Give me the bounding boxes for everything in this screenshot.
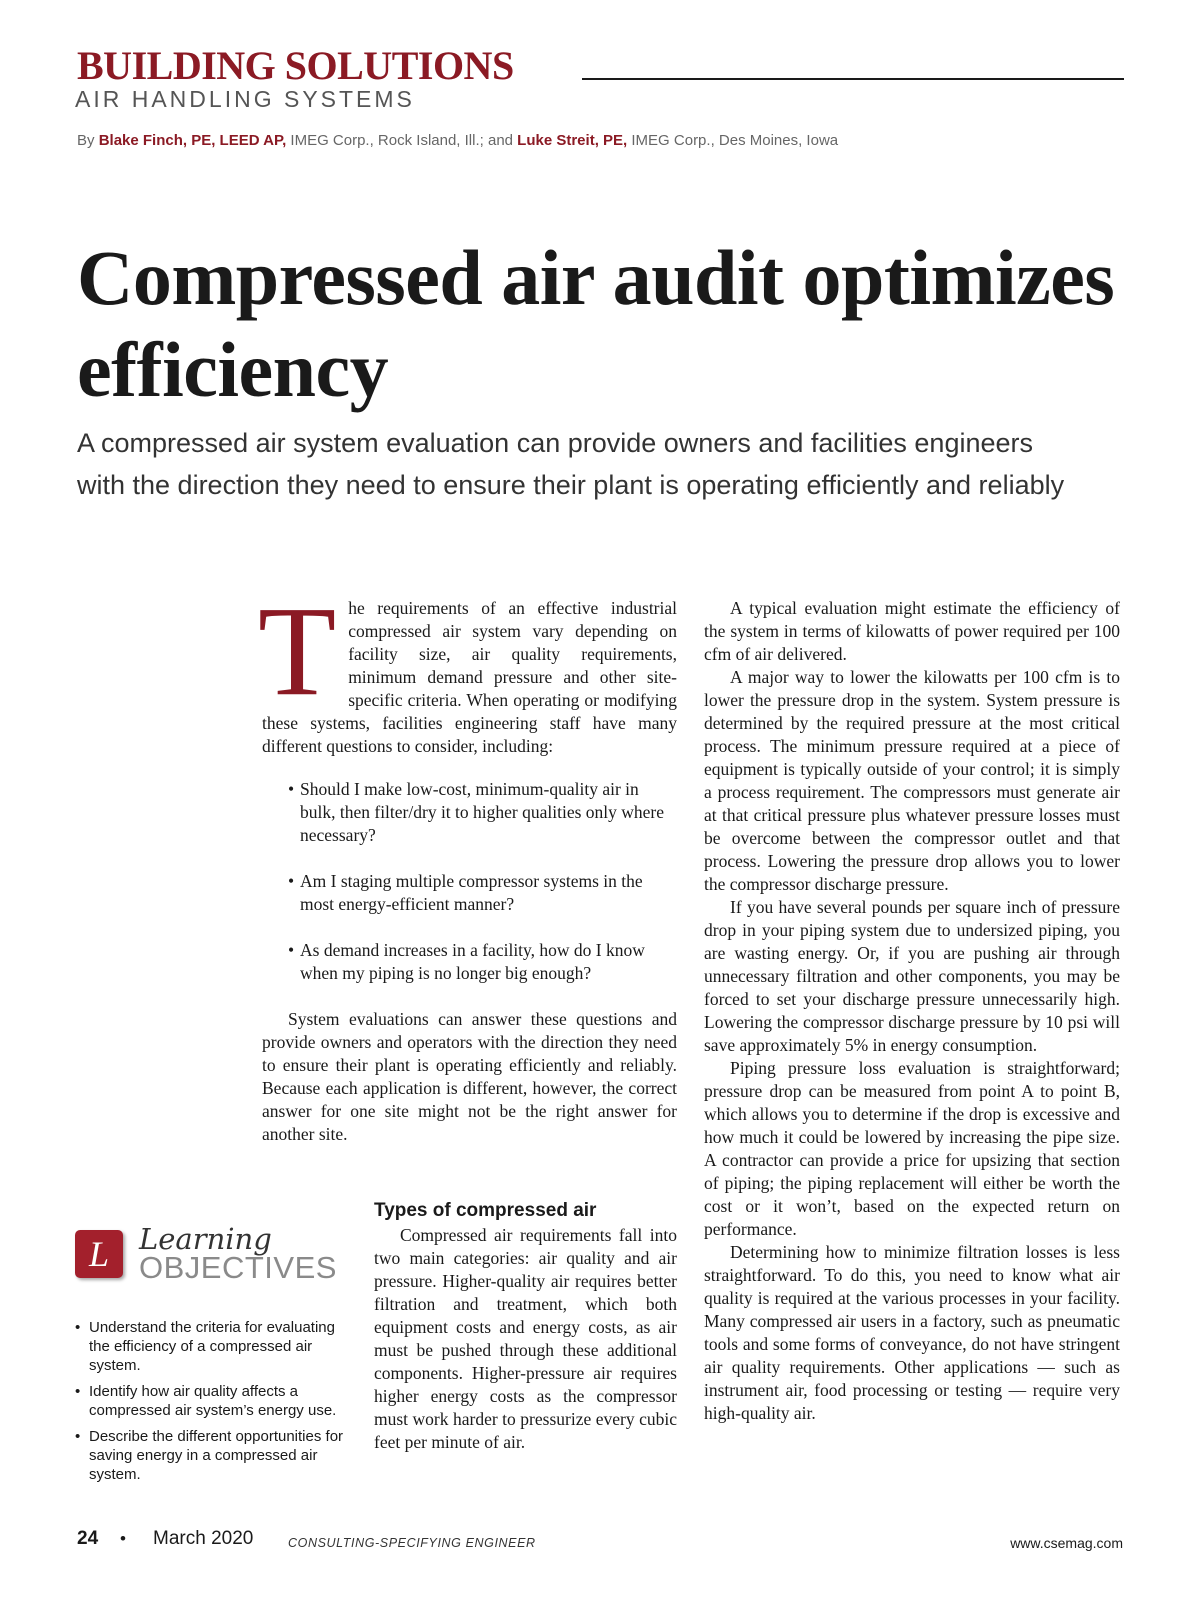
body-paragraph: A major way to lower the kilowatts per 100 cfm is to lower the pressure drop in the system. System pressure is determined by the required pressure at the most critical process. The minimum pressure required at a piece of equipment is typically outside of your control; it is simply a process requirement. The compressors must generate air at that critical pressure plus whatever pressure losses must be overcome between the compressor outlet and that process. Lowering the pressure drop allows you to lower the compressor discharge pressure. xyxy=(704,667,1120,894)
list-item: • As demand increases in a facility, how do I know when my piping is no longer big enough? xyxy=(288,939,677,985)
body-paragraph: A typical evaluation might estimate the efficiency of the system in terms of kilowatts of power required per 100 cfm of air delivered. xyxy=(704,598,1120,664)
section-subhead: Types of compressed air xyxy=(374,1200,597,1221)
list-item: • Describe the different opportunities for saving energy in a compressed air system. xyxy=(75,1427,345,1484)
body-paragraph: Piping pressure loss evaluation is straightforward; pressure drop can be measured from point A to point B, which allows you to determine if the drop is excessive and how much it could be lowered by increasing the pipe size. A contractor can provide a price for upsizing that section of piping; the piping replacement will either be worth the cost or it won’t, based on the expected return on performance. xyxy=(704,1058,1120,1239)
body-paragraph: Determining how to minimize filtration losses is less straightforward. To do this, you need to know what air quality is required at the various processes in your facility. Many compressed air users in a factory, such as pneumatic tools and some forms of conveyance, do not have stringent air quality requirements. Other applications — such as instrument air, food processing or testing — require very high-quality air. xyxy=(704,1242,1120,1423)
publication-name: CONSULTING-SPECIFYING ENGINEER xyxy=(288,1536,536,1550)
learning-badge-icon: L xyxy=(75,1230,123,1278)
article-column-types xyxy=(374,1198,677,1454)
issue-date: March 2020 xyxy=(153,1528,254,1549)
author-affiliation: IMEG Corp., Des Moines, Iowa xyxy=(627,132,839,149)
questions-list xyxy=(262,778,677,985)
article-column-left xyxy=(258,580,677,1146)
intro-paragraph xyxy=(258,580,677,758)
author-affiliation: IMEG Corp., Rock Island, Ill.; and xyxy=(286,132,518,149)
deck: A compressed air system evaluation can provide owners and facilities engineers with the direction they need to ensure their plant is operating efficiently and reliably xyxy=(77,428,1065,500)
headline: Compressed air audit optimizes efficiency xyxy=(77,234,1115,413)
byline xyxy=(77,132,838,149)
list-item: • Am I staging multiple compressor systems in the most energy-efficient manner? xyxy=(288,870,677,916)
body-paragraph: Compressed air requirements fall into two main categories: air quality and air pressure. Higher-quality air requires better filtration and treatment, which both equipment costs and energy costs, as air must be pushed through these additional components. Higher-pressure air requires higher energy costs as the compressor must work harder to pressurize every cubic feet per minute of air. xyxy=(374,1225,677,1452)
author-name: Blake Finch, PE, LEED AP, xyxy=(98,132,287,149)
author-name: Luke Streit, PE, xyxy=(517,132,628,149)
header-rule xyxy=(582,78,1124,80)
section-label: BUILDING SOLUTIONS xyxy=(77,43,514,88)
body-paragraph: If you have several pounds per square inch of pressure drop in your piping system due to undersized piping, you are wasting energy. Or, if you are pushing air through unnecessary filtration and other components, you may be forced to set your discharge pressure unnecessarily high. Lowering the compressor discharge pressure by 10 psi will save approximately 5% in energy consumption. xyxy=(704,897,1120,1055)
footer-separator: • xyxy=(120,1529,126,1548)
article-column-right xyxy=(704,597,1120,1425)
body-paragraph: System evaluations can answer these questions and provide owners and operators with the direction they need to ensure their plant is operating efficiently and reliably. Because each application is different, however, the correct answer for one site might not be the right answer for another site. xyxy=(262,1009,677,1144)
page-number: 24 xyxy=(77,1528,99,1549)
list-item: • Should I make low-cost, minimum-quality air in bulk, then filter/dry it to higher qualities only where necessary? xyxy=(288,778,677,847)
list-item: • Identify how air quality affects a compressed air system’s energy use. xyxy=(75,1382,345,1420)
list-item: • Understand the criteria for evaluating the efficiency of a compressed air system. xyxy=(75,1318,345,1375)
learning-title: Learning xyxy=(139,1222,272,1256)
objectives-title: OBJECTIVES xyxy=(139,1250,337,1285)
intro-text: he requirements of an effective industrial compressed air system vary depending on facility size, air quality requirements, minimum demand pressure and other site-specific criteria. When operating or modifying these systems, facilities engineering staff have many different questions to consider, including: xyxy=(262,598,677,756)
drop-cap: T xyxy=(258,580,337,722)
website-link[interactable]: www.csemag.com xyxy=(1010,1535,1123,1551)
byline-prefix: By xyxy=(77,132,99,149)
objectives-list xyxy=(75,1318,345,1491)
subsection-label: AIR HANDLING SYSTEMS xyxy=(75,86,415,112)
